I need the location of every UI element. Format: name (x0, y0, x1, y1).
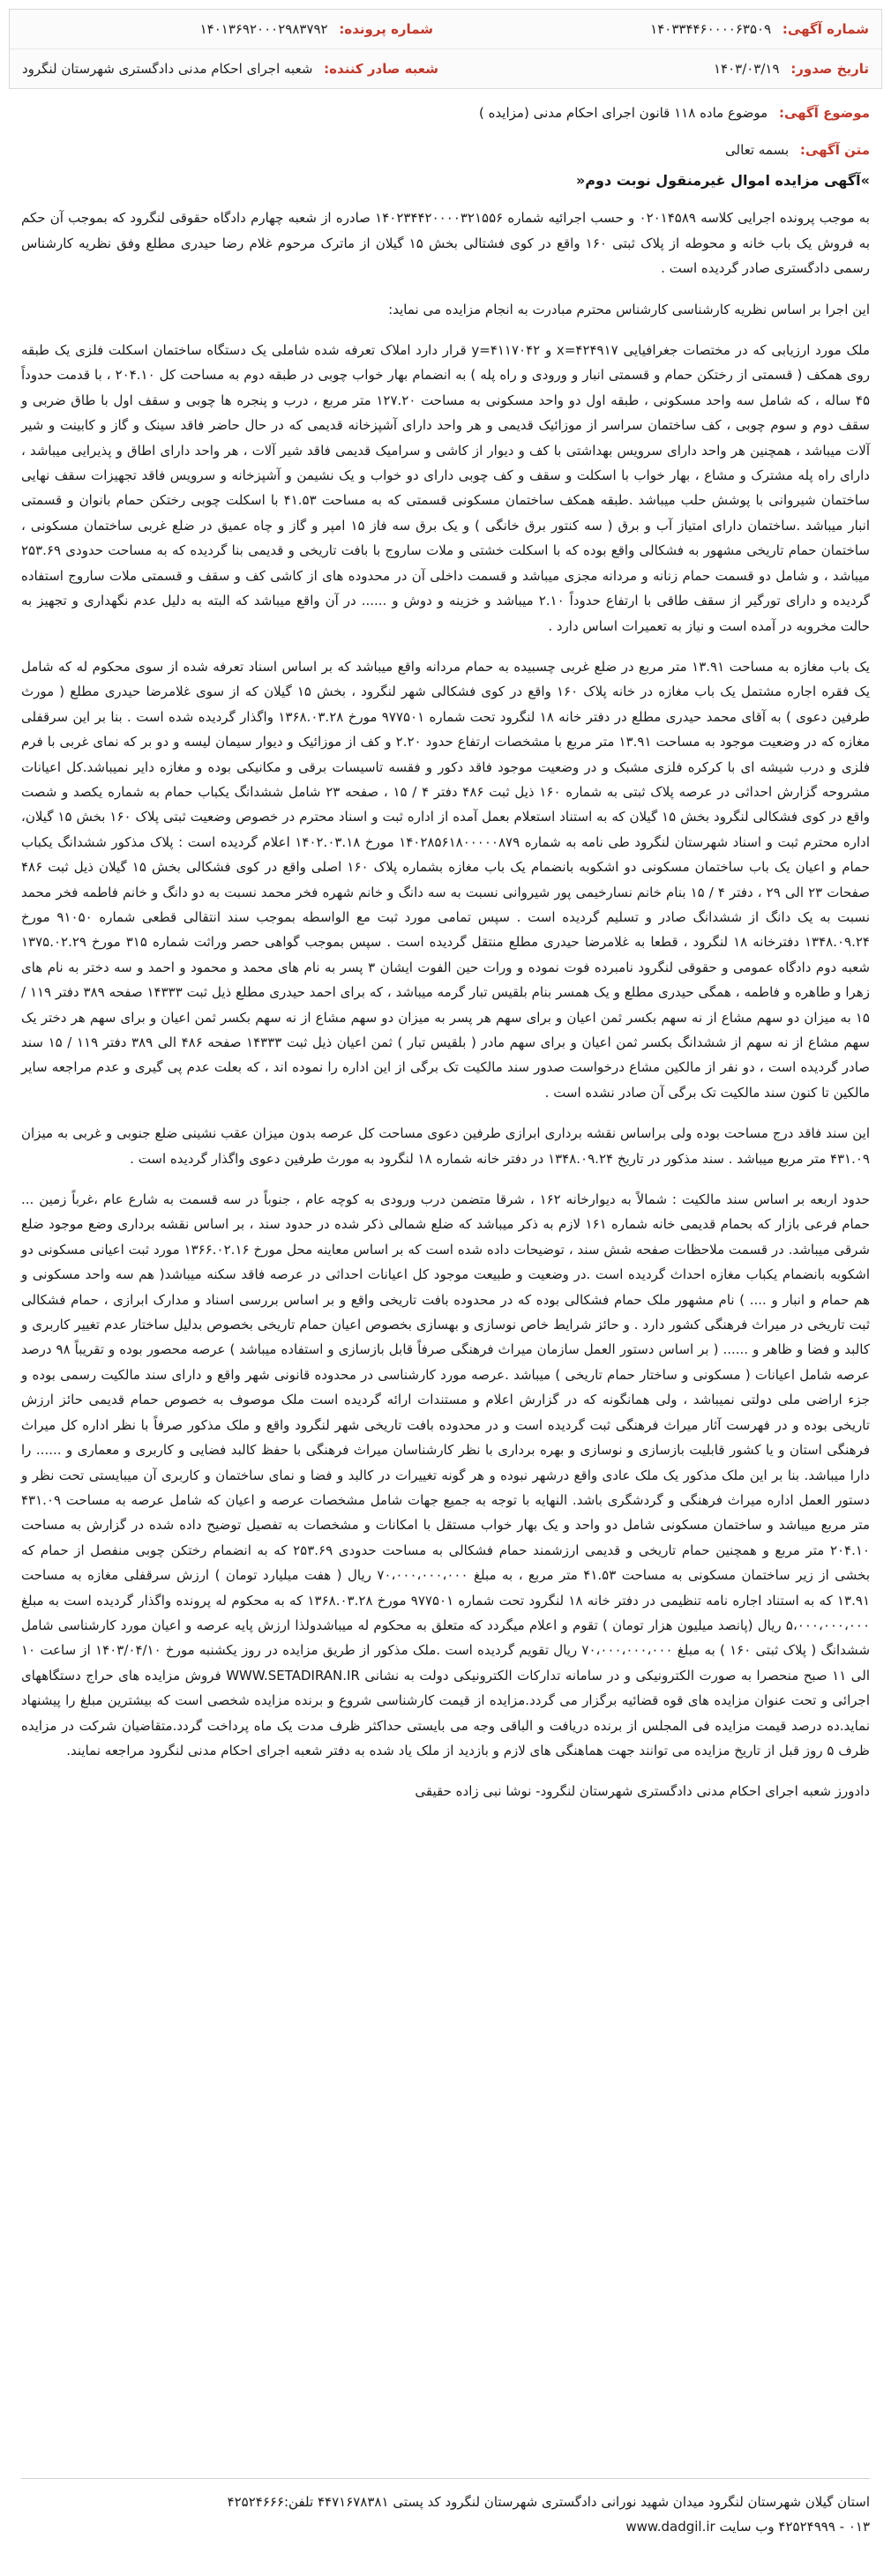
subject-label: موضوع آگهی: (778, 105, 870, 121)
announcement-meta-box (9, 9, 882, 89)
issuer-cell (10, 61, 451, 77)
paragraph-signature: دادورز شعبه اجرای احکام مدنی دادگستری شهرستان لنگرود- نوشا نبی زاده حقیقی (415, 1783, 870, 1800)
paragraph-boundaries-and-auction: حدود اربعه بر اساس سند مالکیت : شمالاً به دیوارخانه ۱۶۲ ، شرقا متضمن درب ورودی به کوچه عام ، جنوباً در سه قسمت به شارع عام ،غرباً زمین ... حمام فرعی بازار که بحمام قدیمی خانه شماره ۱۶۱ لازم به ذکر میباشد که ضلع شمالی ذکر شده در حدود سند ، بر اساس نقشه برداری وضع موجود ضلع شرقی میباشد. در قسمت ملاحظات صفحه شش سند ، توضیحات داده شده است که بر اساس معاینه محل مورخ ۱۳۶۶.۰۲.۱۶ مورد ثبت اعیانی مسکونی دو اشکوبه بانضمام یکباب مغازه احداث گردیده است .در وضعیت و طبیعت موجود کل اعیانات احداثی در عرصه فاقد سکنه میباشد( هم سه واحد مسکونی و هم حمام و انبار و .... ) نام مشهور ملک حمام فشکالی بوده که در محدوده بافت تاریخی واقع و بر اساس بررسی اسناد و مدارک ابرازی ، حمام فشکالی ثبت تاریخی در میراث فرهنگی کشور دارد . و حائز شرایط خاص نوسازی و بهسازی بخصوص اعیان حمام تاریخی بخصوص بدلیل ساختار عدم تغییر کاربری و کالبد و فضا و ظاهر و ...... ( بر اساس دستور العمل سازمان میراث فرهنگی صرفاً قابل بازسازی و استفاده میباشد ) عرصه محصور بوده و تقریباً ۹۸ درصد عرصه شامل اعیانات ( مسکونی و ساختار حمام تاریخی ) میباشد .عرصه مورد کارشناسی در محدوده قانونی شهر واقع و دارای سند مالکیت رسمی بوده و جزء اراضی ملی دولتی نمیباشد ، ولی همانگونه که در گزارش اعلام و مستندات ارائه گردیده است ملک موصوف به خصوص حمام قدیمی حائز ارزش تاریخی بوده و در فهرست آثار میراث فرهنگی ثبت گردیده است و در محدوده بافت تاریخی شهر لنگرود واقع و ملک مذکور صرفاً با نظر اداره کل میراث فرهنگی استان و یا کشور قابلیت بازسازی و نوسازی و بهره برداری با نظر کارشناسان میراث فرهنگی با حفظ کالبد فضایی و کاربری و معماری و ...... را دارا میباشد. بنا بر این ملک مذکور یک ملک عادی واقع درشهر نبوده و هر گونه تغییرات در کالبد و فضا و نمای ساختمان و کاربری آن میبایستی تحت نظر و دستور العمل اداره میراث فرهنگی و گردشگری باشد. النهایه با توجه به جمیع جهات شامل مشخصات عرصه و اعیان که شامل عرصه به مساحت ۴۳۱.۰۹ متر مربع میباشد و ساختمان مسکونی شامل دو واحد و یک بهار خواب مستقل با امکانات و مشخصات به تفصیل توضیح داده شده در گزارش به مساحت ۲۰۴.۱۰ متر مربع و همچنین حمام تاریخی و قدیمی ارزشمند حمام فشکالی به مساحت حدودی ۲۵۳.۶۹ که به انضمام رختکن چوبی منفصل از حمام که بخشی از زیر ساختمان مسکونی به مساحت ۴۱.۵۳ متر مربع ، به مبلغ ۷۰،۰۰۰،۰۰۰،۰۰۰ ریال ( هفت میلیارد تومان ) ارزش سرقفلی مغازه به مساحت ۱۳.۹۱ که به استناد اجاره نامه تنظیمی در دفتر خانه ۱۸ لنگرود تحت شماره ۹۷۷۵۰۱ مورخ ۱۳۶۸.۰۳.۲۸ که به محکوم له پرونده واگذار گردیده است به مبلغ ۵،۰۰۰،۰۰۰،۰۰۰ ریال (پانصد میلیون هزار تومان ) تقوم و اعلام میگردد که متعلق به محکوم له میباشدولذا ارزش پایه عرصه و اعیان مورد کارشناسی شامل ششدانگ ( پلاک ثبتی ۱۶۰ ) به مبلغ ۷۰،۰۰۰،۰۰۰،۰۰۰ ریال تقویم گردیده است .ملک مذکور از طریق مزایده در روز یکشنبه مورخ ۱۴۰۳/۰۴/۱۰ از ساعت ۱۰ الی ۱۱ صبح منحصرا به صورت الکترونیکی و در سامانه تدارکات الکترونیکی دولت به نشانی WWW.SETADIRAN.IR فروش مزایده های حراج دستگاههای اجرائی و تحت عنوان مزایده های قوه قضائیه برگزار می گردد.مزایده از قیمت کارشناسی شروع و برنده مزایده شخصی است که بیشترین مبلغ را پیشنهاد نماید.ده درصد قیمت مزایده فی المجلس از برنده دریافت و الباقی وجه می بایستی حداکثر ظرف مدت یک ماه پرداخت گردد.متقاضیان شرکت در مزایده ظرف ۵ روز قبل از تاریخ مزایده می توانند جهت هماهنگی های لازم و بازدید از ملک یاد شده به دفتر شعبه اجرای احکام مدنی لنگرود مراجعه نمایند. (21, 1191, 871, 1758)
subject-line (9, 89, 882, 126)
text-intro: بسمه تعالی (725, 142, 790, 158)
text-intro-line (9, 126, 882, 163)
announcement-body (9, 168, 882, 1804)
paragraph-property-description: ملک مورد ارزیابی که در مختصات جغرافیایی ۴۲۴۹۱۷=x و ۴۱۱۷۰۴۲=y قرار دارد املاک تعرفه شده شاملی یک دستگاه ساختمان اسکلت فلزی یک طبقه روی همکف ( قسمتی از رختکن حمام و قسمتی انبار و ورودی و راه پله ) به انضمام بهار خواب چوبی در طبقه دوم به مساحت کل ۲۰۴.۱۰ ، با قدمت حدوداً ۴۵ ساله ، که شامل سه واحد مسکونی ، طبقه اول دو واحد مسکونی به مساحت ۱۲۷.۲۰ متر مربع ، درب و پنجره ها چوبی و سقف اول با طاق ضربی و سقف دوم و سوم چوبی ، کف ساختمان سراسر از موزائیک قدیمی و هر واحد دارای آشپزخانه قدیمی که در حال حاضر فاقد سینک و گاز و کابینت و شیر آلات میباشد ، همچنین هر واحد دارای سرویس بهداشتی با کف و دیوار از کاشی و سرامیک قدیمی فاقد شیر آلات ، هر واحد دارای اطاق و پذیرایی میباشد ، دارای راه پله مشترک و مشاع ، بهار خواب با اسکلت و سقف و کف چوبی دارای دو خواب و یک نشیمن و آشپزخانه و سرویس فاقد تجهیزات سقف نهایی ساختمان شیروانی با پوشش حلب میباشد .طبقه همکف ساختمان مسکونی قسمتی که به مساحت ۴۱.۵۳ با اسکلت چوبی رختکن حمام بانوان و قسمتی انبار میباشد .ساختمان دارای امتیاز آب و برق ( سه کنتور برق خانگی ) و یک برق سه فاز ۱۵ امپر و گاز و چاه عمیق در ضلع غربی ساختمان مسکونی ، ساختمان حمام تاریخی مشهور به فشکالی واقع بوده که با اسکلت خشتی و ملات ساروج با بافت تاریخی و قدیمی بنا گردیده که به مساحت حدودی ۲۵۳.۶۹ میباشد ، و شامل دو قسمت حمام زنانه و مردانه مجزی میباشد و قسمت داخلی آن در محدوده های از کاشی کف و سقف و قسمتی ملات ساروج استفاده گردیده و دارای تورگیر از سقف طاقی با ارتفاع حدوداً ۲.۱۰ میباشد و خزینه و دوش و ...... در آن واقع میباشد که البته به دلیل عدم نگهداری و تجهیز به حالت مخروبه در آمده است و نیاز به تعمیرات اساس دارد . (21, 342, 871, 634)
meta-row-numbers (10, 10, 881, 49)
announcement-page (0, 9, 891, 2576)
paragraph-intro: به موجب پرونده اجرایی کلاسه ۰۲۰۱۴۵۸۹ و حسب اجرائیه شماره ۱۴۰۲۳۴۴۲۰۰۰۰۳۲۱۵۵۶ صادره از شعبه چهارم دادگاه حقوقی لنگرود که بموجب آن حکم به فروش یک باب خانه و محوطه از پلاک ثبتی ۱۶۰ واقع در کوی فشتالی بخش ۱۵ گیلان از ماترک مرحوم غلام رضا حیدری مطلع وفق نظریه کارشناس رسمی دادگستری صادر گردیده است . (21, 210, 871, 277)
case-number-value: ۱۴۰۱۳۶۹۲۰۰۰۲۹۸۳۷۹۲ (199, 21, 328, 37)
issue-date-label: تاریخ صدور: (790, 61, 869, 77)
issue-date-cell (451, 61, 881, 77)
case-number-label: شماره پرونده: (339, 21, 433, 37)
issuer-value: شعبه اجرای احکام مدنی دادگستری شهرستان لنگرود (22, 61, 313, 77)
ad-number-label: شماره آگهی: (782, 21, 869, 37)
subject-value: موضوع ماده ۱۱۸ قانون اجرای احکام مدنی (مزایده ) (478, 105, 768, 121)
footer-address: استان گیلان شهرستان لنگرود میدان شهید نورانی دادگستری شهرستان لنگرود کد پستی ۴۴۷۱۶۷۸۳۸۱ تلفن:۴۲۵۲۴۶۶۶ (227, 2494, 870, 2510)
case-number-cell (10, 21, 446, 37)
announcement-heading: »آگهی مزایده اموال غیرمنقول نوبت دوم« (575, 172, 870, 189)
issue-date-value: ۱۴۰۳/۰۳/۱۹ (713, 61, 780, 77)
paragraph-basis: این اجرا بر اساس نظریه کارشناسی کارشناس محترم مبادرت به انجام مزایده می نماید: (388, 301, 870, 317)
ad-number-cell (446, 21, 881, 37)
footer (21, 2478, 870, 2539)
meta-row-issue (10, 49, 881, 88)
paragraph-shop-and-title: یک باب مغازه به مساحت ۱۳.۹۱ متر مربع در ضلع غربی چسبیده به حمام مردانه واقع میباشد که بر اساس اسناد تعرفه شده از سوی محکوم له که شامل یک فقره اجاره مشتمل یک باب مغازه در خانه پلاک ۱۶۰ واقع در کوی فشکالی شهر لنگرود ، بخش ۱۵ گیلان که از سوی غلامرضا حیدری مطلع ( مورث طرفین دعوی ) به آقای محمد حیدری مطلع در دفتر خانه ۱۸ لنگرود تحت شماره ۹۷۷۵۰۱ مورخ ۱۳۶۸.۰۳.۲۸ واگذار گردیده شده است . بنا بر این سرقفلی مغازه که در وضعیت موجود به مساحت ۱۳.۹۱ متر مربع با مشخصات ارتفاع حدود ۲.۲۰ و کف از موزائیک و دیوار سیمان لیسه و دو بر که نمای غربی با فرم فلزی و درب شیشه ای با کرکره فلزی مشبک و در وضعیت موجود فاقد دکور و فقسه تاسیسات برقی و مکانیکی بوده و مغازه دایر نمیباشد.کل اعیانات مشروحه گزارش احداثی در عرصه پلاک ثبتی به شماره ۱۶۰ ذیل ثبت ۴۸۶ دفتر ۴ / ۱۵ ، صفحه ۲۳ شامل ششدانگ یکباب حمام به شماره یکصد و شصت واقع در کوی فشکالی لنگرود بخش ۱۵ گیلان که به استناد استعلام بعمل آمده از اداره ثبت و اسناد محترم در خصوص وضعیت ثبتی پلاک ۱۶۰ بخش ۱۵ گیلان، اداره محترم ثبت و اسناد شهرستان لنگرود طی نامه به شماره ۱۴۰۲۸۵۶۱۸۰۰۰۰۰۸۷۹ مورخ ۱۴۰۲.۰۳.۱۸ اعلام گردیده است : پلاک مذکور ششدانگ یکباب حمام و اعیان یک باب ساختمان مسکونی دو اشکوبه بانضمام یک باب مغازه بشماره پلاک ۱۶۰ اصلی واقع در کوی فشکالی بخش ۱۵ گیلان ذیل ثبت ۴۸۶ صفحات ۲۳ الی ۲۹ ، دفتر ۴ / ۱۵ بنام خانم نسارخیمی پور شیروانی نسبت به سه دانگ و خانم شهره فخر محمد نسبت به دو دانگ و خانم فاطمه فخر محمد نسبت به یک دانگ از ششدانگ صادر و تسلیم گردیده است . سپس تمامی مورد ثبت مع الواسطه بموجب سند انتقالی قطعی شماره ۹۱۰۵۰ مورخ ۱۳۴۸.۰۹.۲۴ دفترخانه ۱۸ لنگرود ، قطعا به غلامرضا حیدری مطلع منتقل گردیده است . سپس بموجب گواهی حصر وراثت شماره ۳۱۵ مورخ ۱۳۷۵.۰۲.۲۹ شعبه دوم دادگاه عمومی و حقوقی لنگرود نامبرده فوت نموده و ورات حین الفوت ایشان ۳ پسر به نام های محمد و محمود و احمد و سه دختر به نام های زهرا و طاهره و فاطمه ، همگی حیدری مطلع و یک همسر بنام بلقیس تبار گرمه میباشد ، که برای احمد حیدری مطلع ذیل ثبت ۱۴۳۳۳ صفحه ۳۸۹ دفتر ۱۱۹ / ۱۵ به میزان دو سهم مشاع از نه سهم بکسر ثمن اعیان و برای سهم هر پسر به میزان دو سهم مشاع از نه سهم بکسر ثمن اعیان و برای سهم هر دختر یک سهم مشاع از نه سهم از ششدانگ بکسر ثمن اعیان و برای سهم مادر ( بلقیس تبار ) ثمن اعیان ذیل ثبت ۱۴۳۳۳ صفحه ۴۸۶ الی ۳۸۹ دفتر ۱۱۹ / ۱۵ سند صادر گردیده است ، دو نفر از مالکین مشاع درخواست صدور سند مالکیت تک برگی از این اداره را نموده اند ، که بعلت عدم پی گیری و عدم مراجعه سایر مالکین تا کنون سند مالکیت تک برگی آن صادر نشده است . (21, 658, 871, 1101)
ad-number-value: ۱۴۰۳۳۴۴۶۰۰۰۰۶۳۵۰۹ (650, 21, 772, 37)
issuer-label: شعبه صادر کننده: (324, 61, 439, 77)
paragraph-area: این سند فاقد درج مساحت بوده ولی براساس نقشه برداری ابرازی طرفین دعوی مساحت کل عرصه بدون میزان عقب نشینی ضلع جنوبی و غربی به میزان ۴۳۱.۰۹ متر مربع میباشد . سند مذکور در تاریخ ۱۳۴۸.۰۹.۲۴ در دفتر خانه شماره ۱۸ لنگرود به مورث طرفین دعوی واگذار گردیده است . (21, 1125, 870, 1167)
text-label: متن آگهی: (799, 142, 870, 158)
footer-divider (21, 2478, 870, 2479)
footer-web: ۰۱۳ - ۴۲۵۲۴۹۹۹ وب سایت www.dadgil.ir (625, 2519, 870, 2535)
